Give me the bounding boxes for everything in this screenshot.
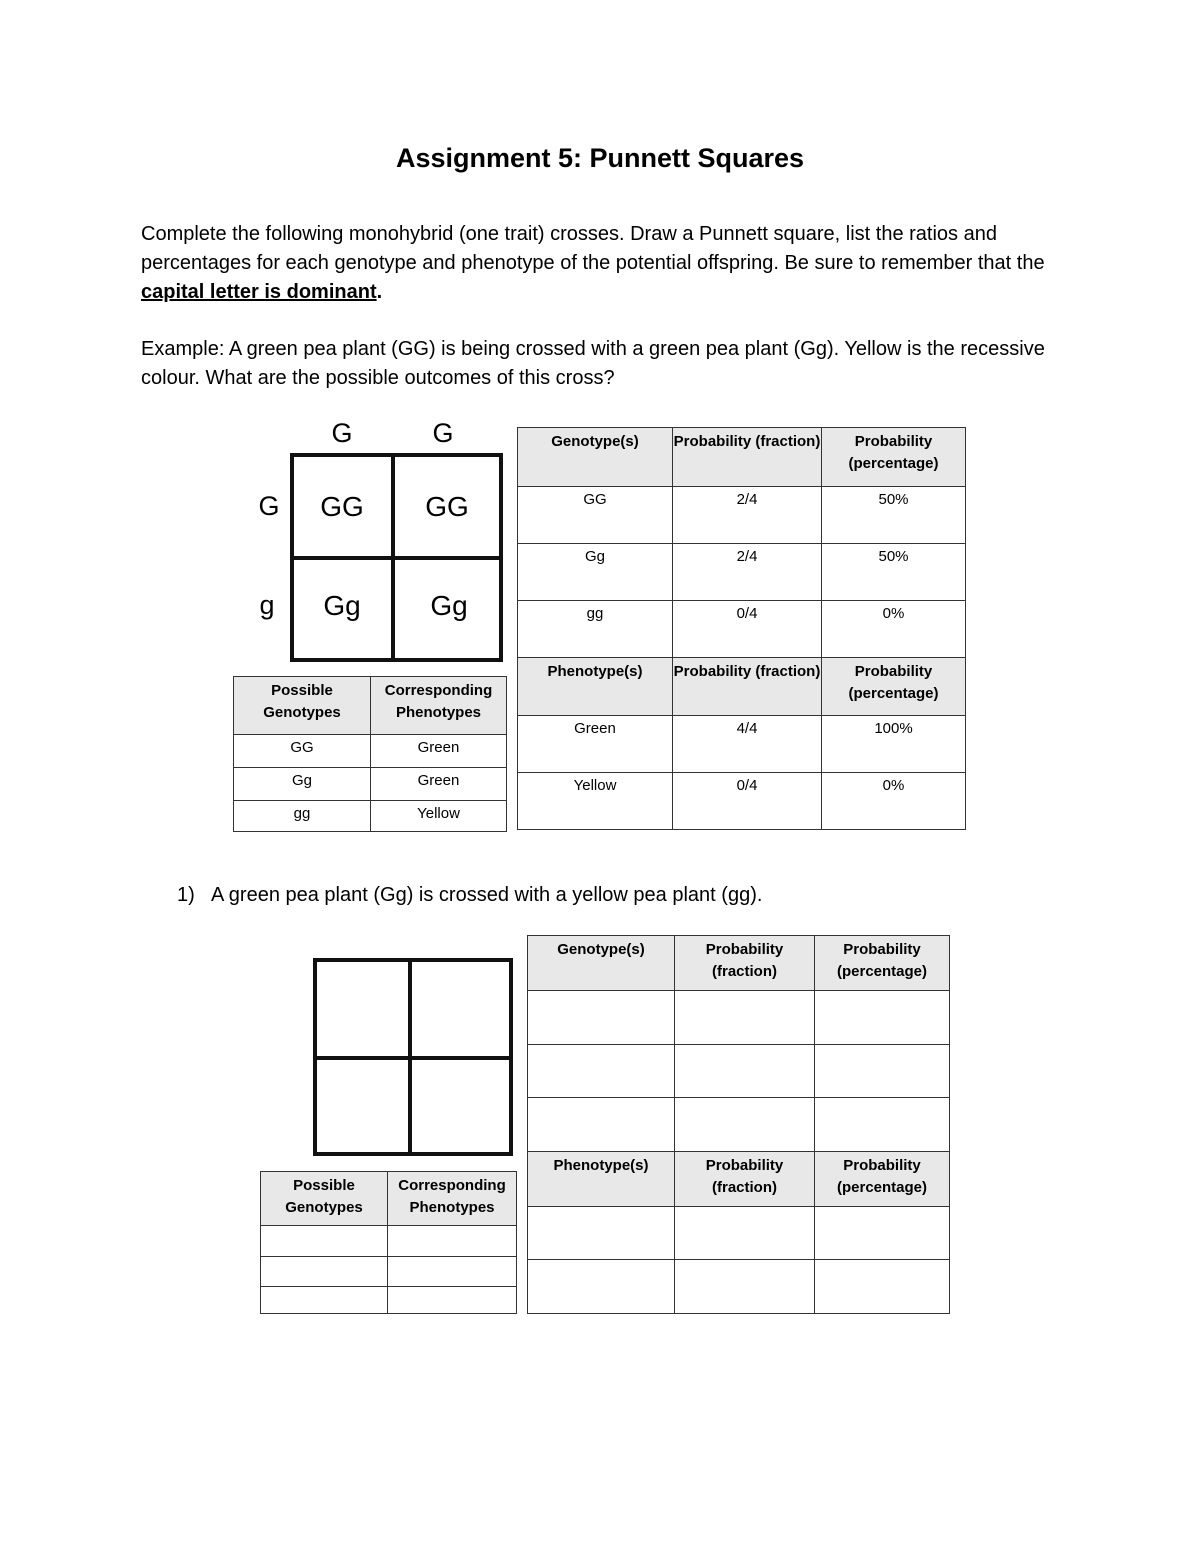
- answer-cell[interactable]: [815, 1207, 950, 1260]
- table-header: Probability (fraction): [673, 428, 822, 487]
- table-header: Genotype(s): [528, 936, 675, 991]
- question-1-prompt: A green pea plant (Gg) is crossed with a yellow pea plant (gg).: [211, 884, 763, 906]
- table-cell: Gg: [234, 768, 371, 801]
- side-allele-1: G: [258, 491, 280, 521]
- table-cell: 50%: [822, 487, 966, 544]
- page-title: Assignment 5: Punnett Squares: [395, 143, 805, 173]
- table-cell: Yellow: [371, 801, 507, 832]
- table-cell: Green: [518, 716, 673, 773]
- side-allele-2: g: [259, 590, 275, 620]
- table-cell: gg: [234, 801, 371, 832]
- table-cell: Gg: [518, 544, 673, 601]
- top-allele-1: G: [331, 418, 353, 448]
- table-cell: 50%: [822, 544, 966, 601]
- punnett-cell: GG: [320, 491, 364, 522]
- answer-cell[interactable]: [528, 1098, 675, 1152]
- punnett-cell: Gg: [323, 590, 361, 621]
- answer-cell[interactable]: [388, 1226, 517, 1257]
- example-prompt: Example: A green pea plant (GG) is being crossed with a green pea plant (Gg). Yellow is the recessive colour. What are the possible outcomes of this cross?: [141, 338, 1045, 389]
- answer-cell[interactable]: [261, 1287, 388, 1314]
- table-cell: 0%: [822, 773, 966, 830]
- table-cell: 4/4: [673, 716, 822, 773]
- table-cell: 0/4: [673, 773, 822, 830]
- table-header: Probability (percentage): [815, 1152, 950, 1207]
- table-cell: Green: [371, 735, 507, 768]
- answer-cell[interactable]: [675, 1260, 815, 1314]
- answer-cell[interactable]: [528, 1045, 675, 1098]
- answer-cell[interactable]: [388, 1257, 517, 1287]
- table-cell: GG: [234, 735, 371, 768]
- answer-cell[interactable]: [815, 1098, 950, 1152]
- answer-cell[interactable]: [528, 1207, 675, 1260]
- instructions-emphasis: capital letter is dominant: [141, 281, 377, 303]
- answer-cell[interactable]: [675, 991, 815, 1045]
- punnett-cell: GG: [425, 491, 469, 522]
- table-header: Phenotype(s): [518, 658, 673, 716]
- table-cell: 0%: [822, 601, 966, 658]
- table-cell: gg: [518, 601, 673, 658]
- table-cell: 2/4: [673, 544, 822, 601]
- table-header: Corresponding Phenotypes: [388, 1172, 517, 1226]
- instructions-text: Complete the following monohybrid (one trait) crosses. Draw a Punnett square, list the ratios and percentages for each genotype and phenotype of the potential offspring. Be sure to remember that the: [141, 223, 1045, 274]
- table-header: Probability (percentage): [815, 936, 950, 991]
- table-header: Probability (percentage): [822, 428, 966, 487]
- question-1-possible-table: [260, 1171, 517, 1314]
- table-header: Probability (fraction): [675, 1152, 815, 1207]
- table-cell: 0/4: [673, 601, 822, 658]
- table-header: Genotype(s): [518, 428, 673, 487]
- table-header: Possible Genotypes: [234, 677, 371, 735]
- answer-cell[interactable]: [815, 1260, 950, 1314]
- table-cell: 2/4: [673, 487, 822, 544]
- table-header: Probability (fraction): [675, 936, 815, 991]
- instructions-end: .: [376, 281, 383, 303]
- table-cell: Yellow: [518, 773, 673, 830]
- question-1-number: 1): [177, 884, 195, 906]
- answer-cell[interactable]: [528, 1260, 675, 1314]
- table-cell: GG: [518, 487, 673, 544]
- answer-cell[interactable]: [261, 1257, 388, 1287]
- answer-cell[interactable]: [528, 991, 675, 1045]
- answer-cell[interactable]: [675, 1098, 815, 1152]
- example-possible-table: [233, 676, 507, 832]
- answer-cell[interactable]: [815, 1045, 950, 1098]
- example-probability-table: [517, 427, 966, 830]
- table-header: Corresponding Phenotypes: [371, 677, 507, 735]
- grid-divider: [290, 556, 503, 560]
- question-1-probability-table: [527, 935, 950, 1314]
- punnett-cell: Gg: [430, 590, 468, 621]
- instructions: [141, 220, 1061, 307]
- answer-cell[interactable]: [261, 1226, 388, 1257]
- answer-cell[interactable]: [388, 1287, 517, 1314]
- table-header: Phenotype(s): [528, 1152, 675, 1207]
- table-header: Probability (percentage): [822, 658, 966, 716]
- table-cell: Green: [371, 768, 507, 801]
- table-header: Probability (fraction): [673, 658, 822, 716]
- answer-cell[interactable]: [675, 1207, 815, 1260]
- answer-cell[interactable]: [675, 1045, 815, 1098]
- table-cell: 100%: [822, 716, 966, 773]
- table-header: Possible Genotypes: [261, 1172, 388, 1226]
- grid-divider: [313, 1056, 513, 1060]
- top-allele-2: G: [432, 418, 454, 448]
- answer-cell[interactable]: [815, 991, 950, 1045]
